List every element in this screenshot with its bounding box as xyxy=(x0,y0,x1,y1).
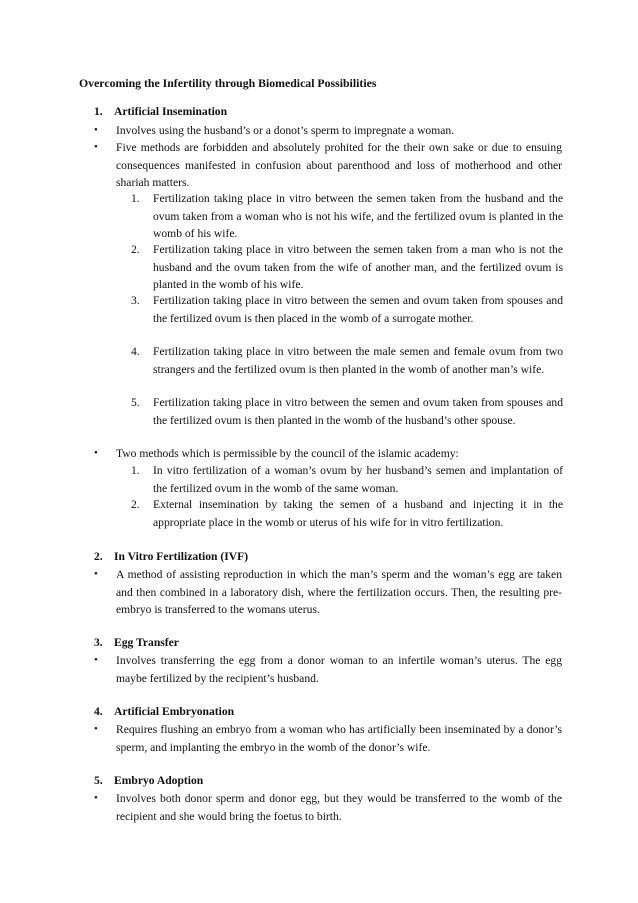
item-text: Fertilization taking place in vitro between the semen and ovum taken from spouses and the fertilized ovum is then placed in the womb of a surrogate mother. xyxy=(153,294,563,325)
section-title: Egg Transfer xyxy=(114,636,179,649)
bullet-text: Requires flushing an embryo from a woman who has artificially been inseminated by a donor’s sperm, and implanting the embryo in the womb of the donor’s wife. xyxy=(116,723,562,754)
item-text: External insemination by taking the semen of a husband and injecting it in the appropriate place in the womb or uterus of his wife for in vitro fertilization. xyxy=(153,498,563,529)
item-text: Fertilization taking place in vitro between the semen and ovum taken from spouses and the fertilized ovum is then planted in the womb of the husband’s other spouse. xyxy=(153,396,563,427)
section-heading-5 xyxy=(94,772,203,790)
bullet-text: Two methods which is permissible by the council of the islamic academy: xyxy=(116,447,459,460)
section-number: 5. xyxy=(94,774,103,787)
bullet-icon: • xyxy=(94,124,98,136)
section-heading-3 xyxy=(94,634,179,652)
bullet-text: Involves using the husband’s or a donot’s sperm to impregnate a woman. xyxy=(116,124,455,137)
document-title: Overcoming the Infertility through Biomedical Possibilities xyxy=(79,76,377,90)
section-title: In Vitro Fertilization (IVF) xyxy=(114,550,249,563)
bullet-text: Five methods are forbidden and absolutely prohited for the their own sake or due to ensuing consequences manifested in confusion about parenthood and loss of motherhood and other shariah matters. xyxy=(116,141,562,190)
section-number: 1. xyxy=(94,105,103,118)
section-heading-1 xyxy=(94,103,227,121)
item-number: 5. xyxy=(131,396,140,409)
bullet-icon: • xyxy=(94,723,98,735)
item-number: 2. xyxy=(131,243,140,256)
item-number: 1. xyxy=(131,192,140,205)
bullet-icon: • xyxy=(94,792,98,804)
section-heading-4 xyxy=(94,703,234,721)
section-number: 3. xyxy=(94,636,103,649)
item-text: Fertilization taking place in vitro between the semen taken from a man who is not the husband and the ovum taken from the wife of another man, and the fertilized ovum is planted in the womb of his wife. xyxy=(153,243,563,292)
item-text: Fertilization taking place in vitro between the semen taken from the husband and the ovum taken from a woman who is not his wife, and the fertilized ovum is planted in the womb of his wife. xyxy=(153,192,563,241)
bullet-icon: • xyxy=(94,141,98,153)
bullet-text: Involves transferring the egg from a donor woman to an infertile woman’s uterus. The egg maybe fertilized by the recipient’s husband. xyxy=(116,654,562,685)
bullet-icon: • xyxy=(94,447,98,459)
section-title: Artificial Insemination xyxy=(114,105,228,118)
section-heading-2 xyxy=(94,548,248,566)
bullet-icon: • xyxy=(94,654,98,666)
section-number: 2. xyxy=(94,550,103,563)
bullet-text: Involves both donor sperm and donor egg, but they would be transferred to the womb of the recipient and she would bring the foetus to birth. xyxy=(116,792,562,823)
item-text: In vitro fertilization of a woman’s ovum by her husband’s semen and implantation of the fertilized ovum in the womb of the same woman. xyxy=(153,464,563,495)
bullet-icon: • xyxy=(94,568,98,580)
item-number: 1. xyxy=(131,464,140,477)
bullet-text: A method of assisting reproduction in which the man’s sperm and the woman’s egg are taken and then combined in a laboratory dish, where the fertilization occurs. Then, the resulting pre-embryo is transferred to the womans uterus. xyxy=(116,568,562,617)
section-title: Embryo Adoption xyxy=(114,774,204,787)
item-text: Fertilization taking place in vitro between the male semen and female ovum from two strangers and the fertilized ovum is then planted in the womb of another man’s wife. xyxy=(153,345,563,376)
section-title: Artificial Embryonation xyxy=(114,705,235,718)
item-number: 4. xyxy=(131,345,140,358)
section-number: 4. xyxy=(94,705,103,718)
item-number: 3. xyxy=(131,294,140,307)
item-number: 2. xyxy=(131,498,140,511)
